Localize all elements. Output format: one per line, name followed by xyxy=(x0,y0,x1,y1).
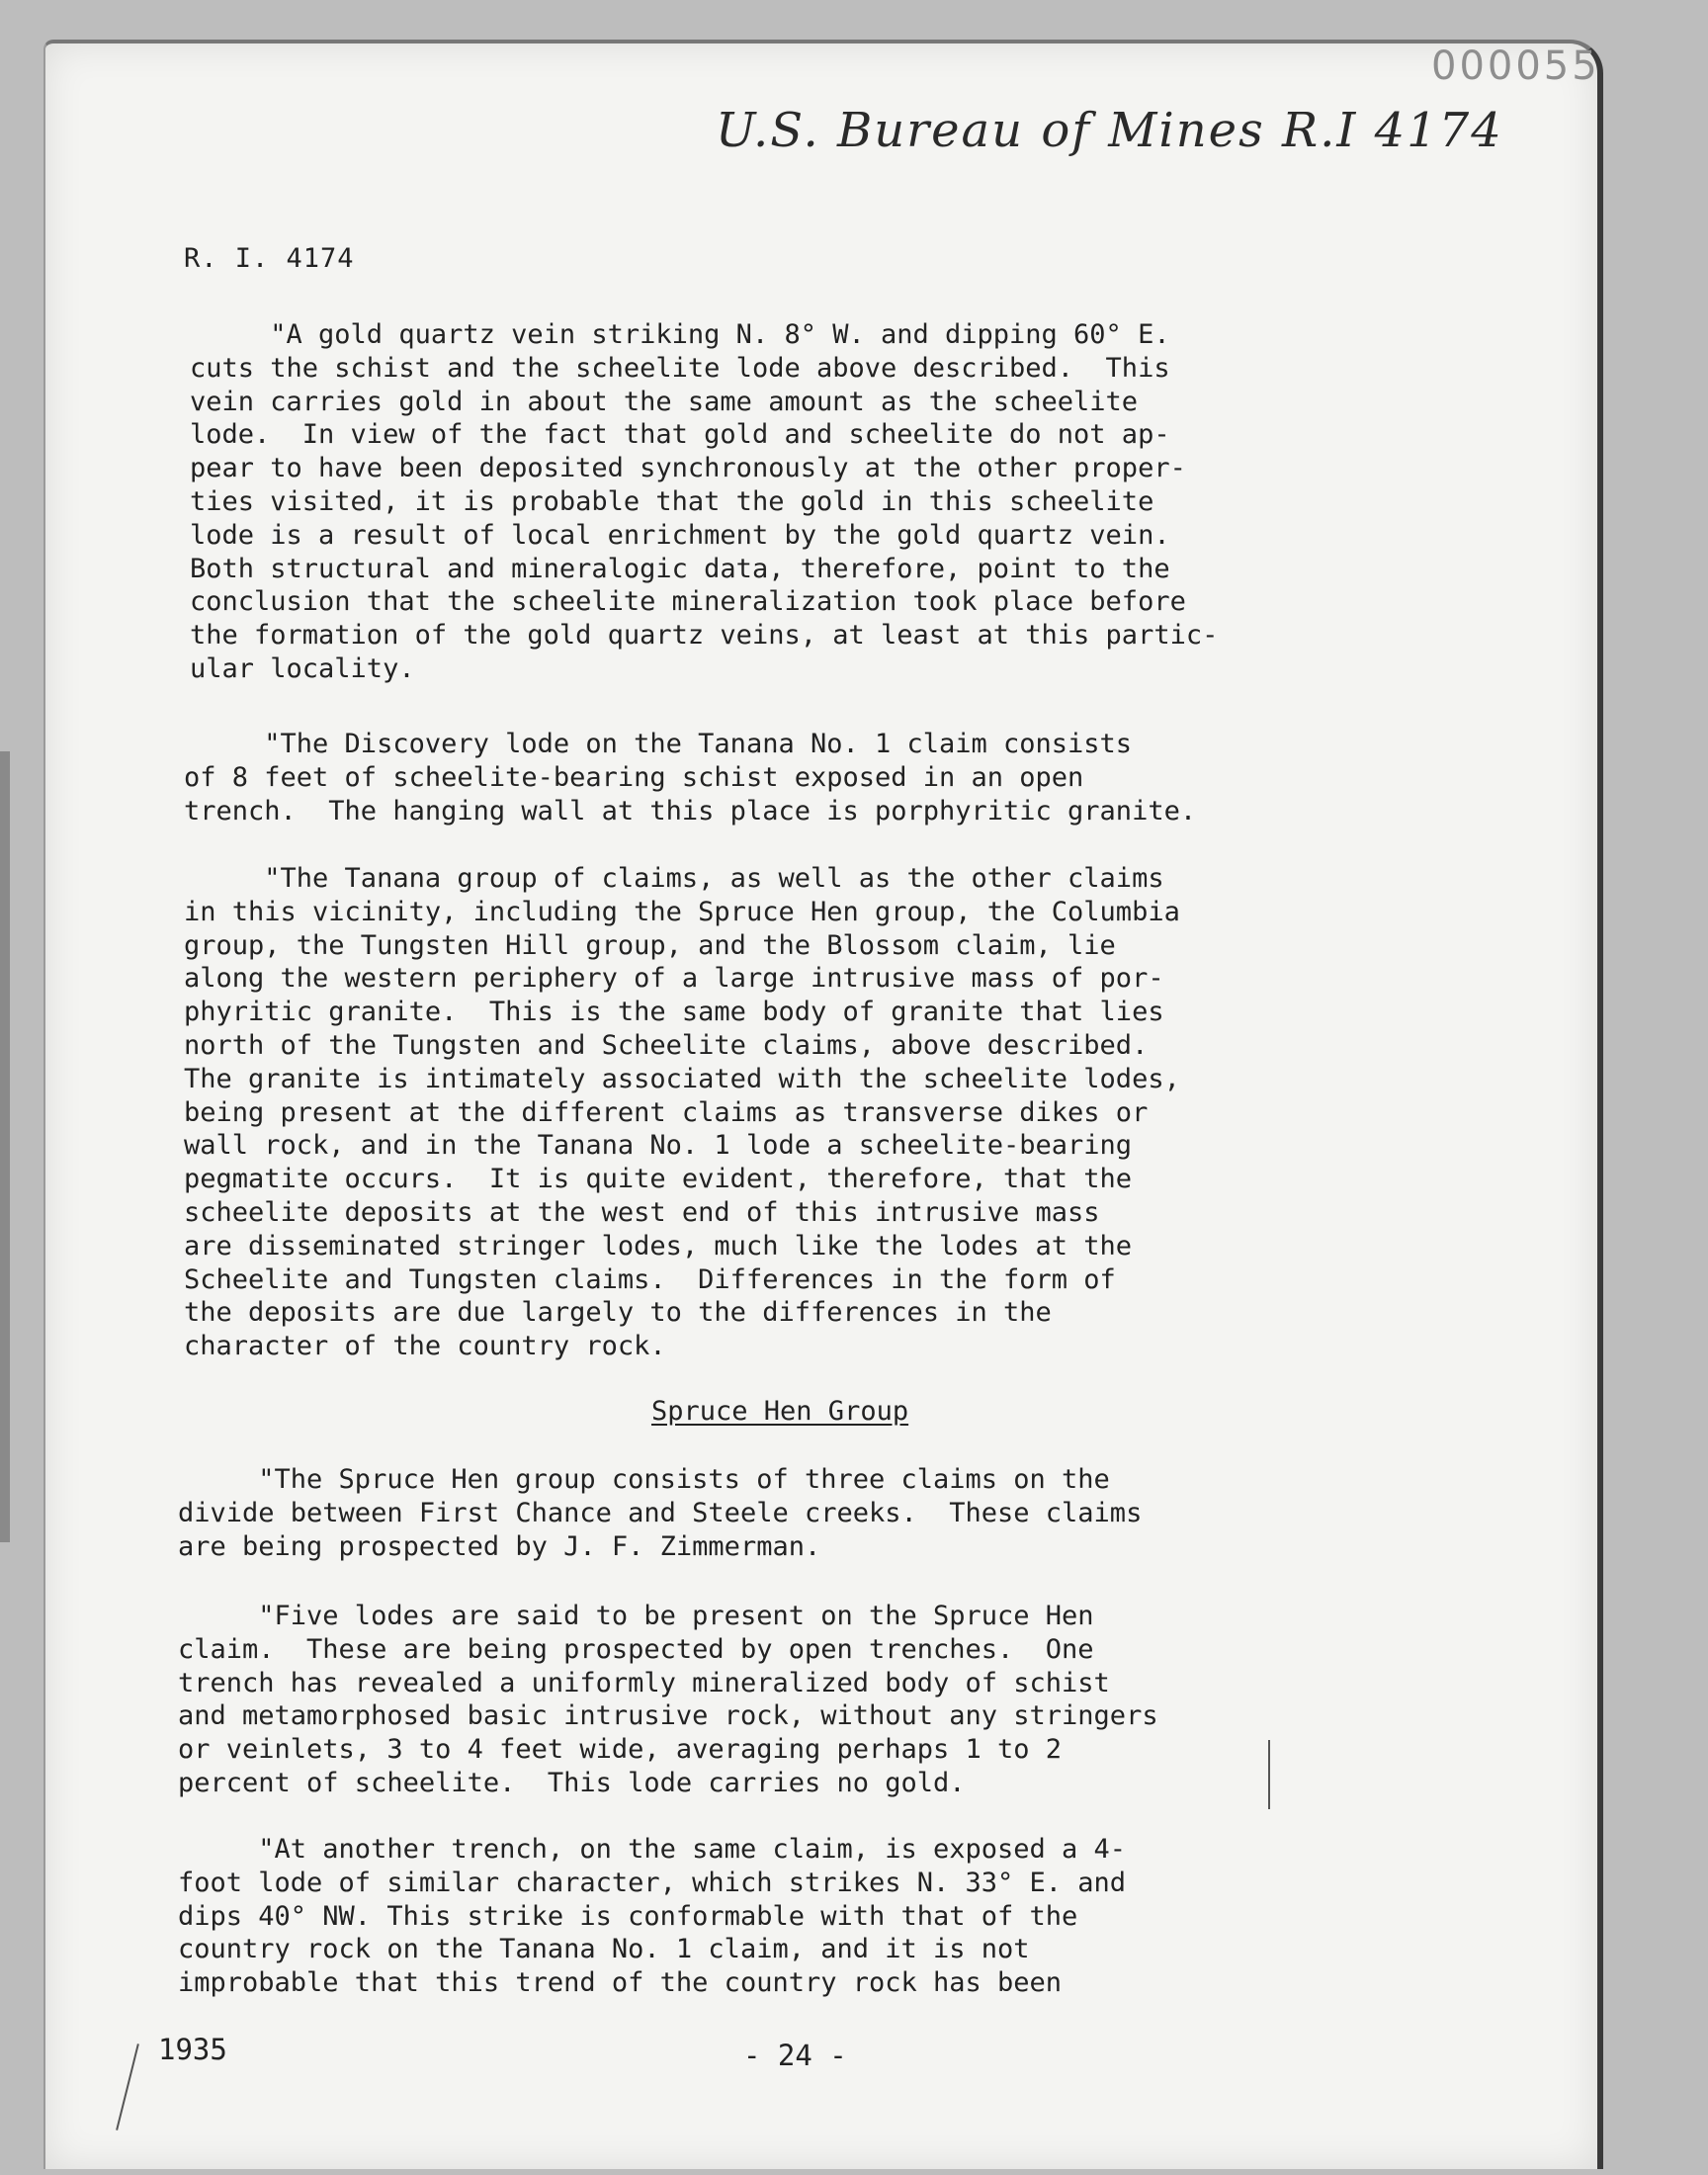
report-reference: R. I. 4174 xyxy=(184,243,355,274)
paragraph-discovery-lode: "The Discovery lode on the Tanana No. 1 claim consists of 8 feet of scheelite-bearing schist exposed in an open trench. The hanging wall at this place is porphyritic granite. xyxy=(184,729,1197,826)
paragraph-five-lodes: "Five lodes are said to be present on the Spruce Hen claim. These are being prospected by open trenches. One trench has revealed a uniformly mineralized body of schist and metamorphosed basic intrusive rock, without any stringers or veinlets, 3 to 4 feet wide, averaging perhaps 1 to 2 percent of scheelite. This lode carries no gold. xyxy=(178,1601,1158,1798)
scan-edge xyxy=(0,751,10,1542)
paragraph-another-trench: "At another trench, on the same claim, is exposed a 4- foot lode of similar character, which strikes N. 33° E. and dips 40° NW. This strike is conformable with that of the country rock on the Tanana No. 1 claim, and it is not improbable that this trend of the country rock has been xyxy=(178,1834,1127,1999)
pencil-stroke xyxy=(1268,1740,1270,1809)
paragraph-tanana-group: "The Tanana group of claims, as well as the other claims in this vicinity, including the Spruce Hen group, the Columbia group, the Tungsten Hill group, and the Blossom claim, lie along the western periphery of a large intrusive mass of por- phyritic granite. This is the same body of granite that lies north of the Tungsten and Scheelite claims, above described. The granite is intimately associated with the scheelite lodes, being present at the different claims as transverse dikes or wall rock, and in the Tanana No. 1 lode a scheelite-bearing pegmatite occurs. It is quite evident, therefore, that the scheelite deposits at the west end of this intrusive mass are disseminated stringer lodes, much like the lodes at the Scheelite and Tungsten claims. Differences in the form of the deposits are due largely to the differences in the character of the country rock. xyxy=(184,863,1180,1362)
paragraph-spruce-hen-group: "The Spruce Hen group consists of three claims on the divide between First Chance and Steele creeks. These claims are being prospected by J. F. Zimmerman. xyxy=(178,1464,1143,1562)
handwritten-note: U.S. Bureau of Mines R.I 4174 xyxy=(716,103,1503,158)
paragraph-gold-quartz-vein: "A gold quartz vein striking N. 8° W. and dipping 60° E. cuts the schist and the scheelite lode above described. This vein carries gold in about the same amount as the scheelite lode. In view of the fact that gold and scheelite do not ap- pear to have been deposited synchronously at the other proper- ties visited, it is probable that the gold in this scheelite lode is a result of local enrichment by the gold quartz vein. Both structural and mineralogic data, therefore, point to the conclusion that the scheelite mineralization took place before the formation of the gold quartz veins, at least at this partic- ular locality. xyxy=(190,319,1219,684)
page-number: - 24 - xyxy=(743,2039,847,2072)
section-heading: Spruce Hen Group xyxy=(651,1396,909,1427)
footer-year: 1935 xyxy=(158,2033,227,2066)
stamp-number: 000055 xyxy=(1431,44,1600,89)
